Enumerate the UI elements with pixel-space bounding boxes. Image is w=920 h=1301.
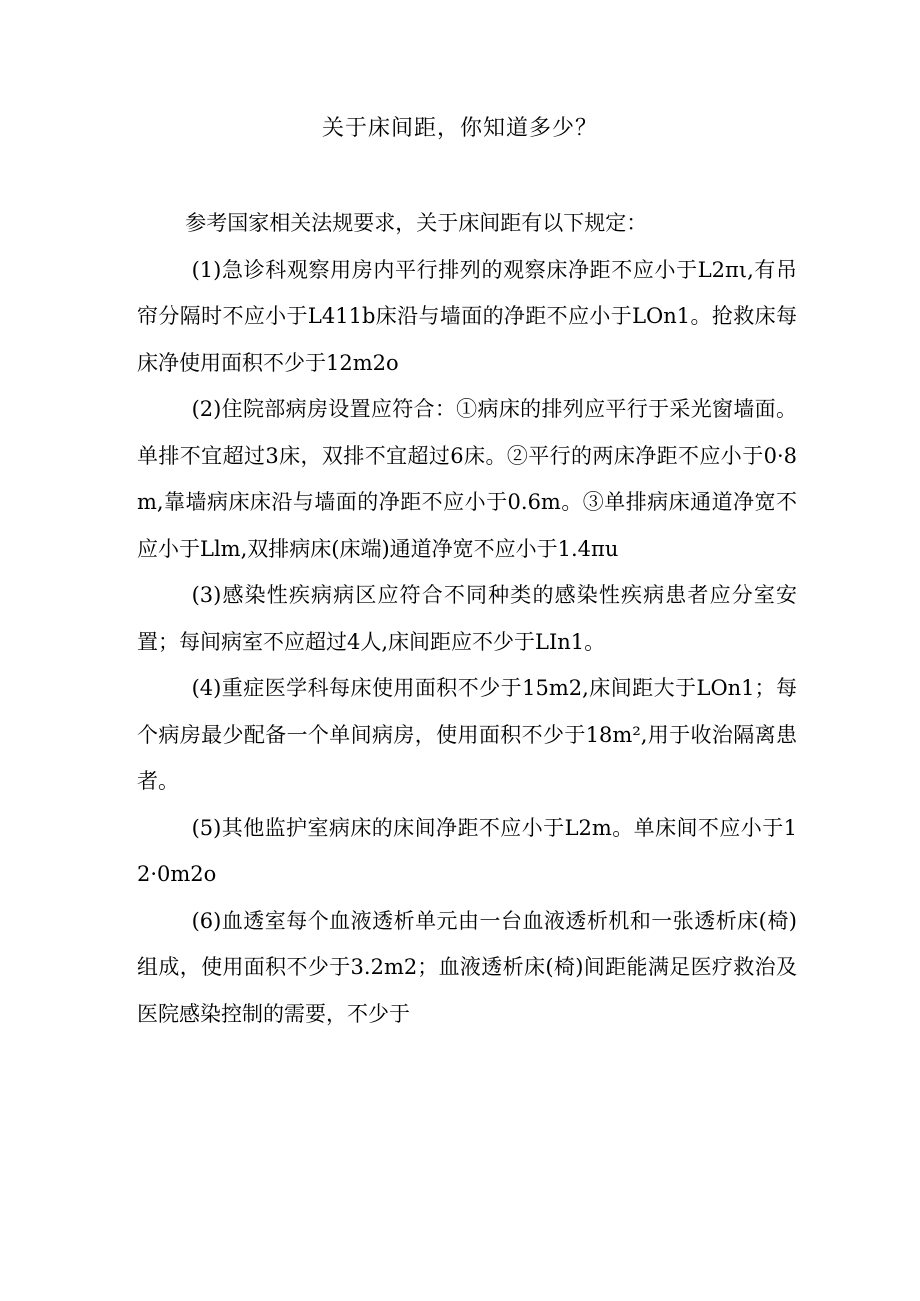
paragraph-icu: (4)重症医学科每床使用面积不少于15m2,床间距大于LOn1；每个病房最少配备一个单间病房，使用面积不少于18m²,用于收治隔离患者。 [137,676,797,793]
paragraph-inpatient: (2)住院部病房设置应符合：①病床的排列应平行于采光窗墙面。单排不宜超过3床，双排不宜超过6床。②平行的两床净距不应小于0·8m,靠墙病床床沿与墙面的净距不应小于0.6m。③单排病床通道净宽不应小于Llm,双排病床(床端)通道净宽不应小于1.4πu [137,397,797,561]
paragraph-intro: 参考国家相关法规要求，关于床间距有以下规定： [185,211,648,235]
page-title: 关于床间距，你知道多少？ [321,116,598,141]
document-body [137,200,797,1037]
paragraph-emergency: (1)急诊科观察用房内平行排列的观察床净距不应小于L2πι,有吊帘分隔时不应小于L411b床沿与墙面的净距不应小于LOn1。抢救床每床净使用面积不少于12m2o [137,257,797,375]
paragraph-monitoring: (5)其他监护室病床的床间净距不应小于L2m。单床间不应小于12·0m2o [137,815,797,886]
paragraph-infectious: (3)感染性疾病病区应符合不同种类的感染性疾病患者应分室安置；每间病室不应超过4人,床间距应不少于LIn1。 [137,583,797,654]
paragraph-dialysis: (6)血透室每个血液透析单元由一台血液透析机和一张透析床(椅)组成，使用面积不少于3.2m2；血液透析床(椅)间距能满足医疗救治及医院感染控制的需要，不少于 [137,908,797,1026]
